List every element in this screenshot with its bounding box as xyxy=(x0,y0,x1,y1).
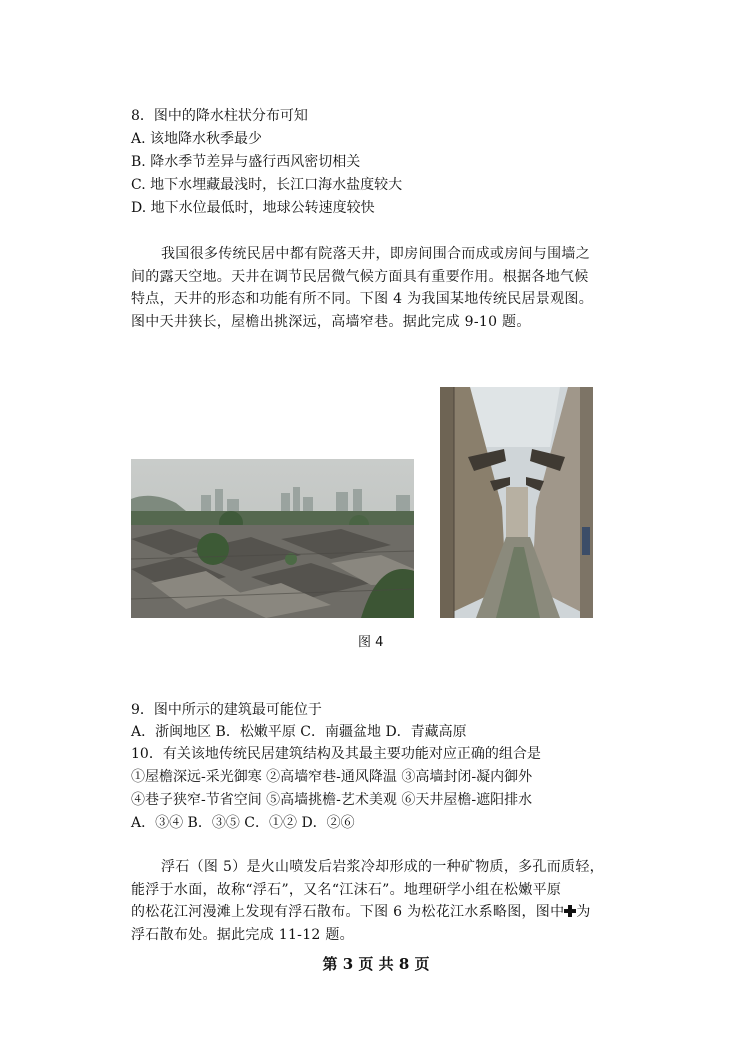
intro-line: 能浮于水面，故称“浮石”，又名“江沫石”。地理研学小组在松嫩平原 xyxy=(131,881,562,898)
q10-options: A．③④ B．③⑤ C．①② D．②⑥ xyxy=(131,815,355,831)
q8-option-a: A. 该地降水秋季最少 xyxy=(131,131,263,147)
rooftop-panorama-photo xyxy=(131,459,414,618)
intro-paragraph-9-10 xyxy=(131,243,621,333)
intro-line: 浮石散布处。据此完成 11-12 题。 xyxy=(131,926,354,943)
q10-stem: 10．有关该地传统民居建筑结构及其最主要功能对应正确的组合是 xyxy=(131,746,541,762)
q8-option-d: D. 地下水位最低时，地球公转速度较快 xyxy=(131,200,375,216)
cross-marker-icon xyxy=(564,905,576,917)
intro-line: 我国很多传统民居中都有院落天井，即房间围合而成或房间与围墙之 xyxy=(161,246,590,262)
q8-stem: 8．图中的降水柱状分布可知 xyxy=(131,108,308,124)
q8-option-c: C. 地下水埋藏最浅时，长江口海水盐度较大 xyxy=(131,177,403,193)
intro-line: 间的露天空地。天井在调节民居微气候方面具有重要作用。根据各地气候 xyxy=(131,268,589,285)
q9-stem: 9．图中所示的建筑最可能位于 xyxy=(131,702,322,718)
intro-paragraph-11-12 xyxy=(131,856,621,946)
narrow-alley-photo xyxy=(440,387,593,618)
q10-statements-row-2: ④巷子狭窄-节省空间 ⑤高墙挑檐-艺术美观 ⑥天井屋檐-遮阳排水 xyxy=(131,792,533,808)
q9-options: A．浙闽地区 B．松嫩平原 C．南疆盆地 D．青藏高原 xyxy=(131,724,467,740)
q8-option-b: B. 降水季节差异与盛行西风密切相关 xyxy=(131,154,361,170)
q10-statements-row-1: ①屋檐深远-采光御寒 ②高墙窄巷-通风降温 ③高墙封闭-凝内御外 xyxy=(131,769,533,785)
intro-line: 特点，天井的形态和功能有所不同。下图 4 为我国某地传统民居景观图。 xyxy=(131,291,594,307)
figure-caption: 图 4 xyxy=(358,635,384,650)
intro-line: 浮石（图 5）是火山喷发后岩浆冷却形成的一种矿物质，多孔而质轻， xyxy=(161,859,604,875)
intro-line-part: 为 xyxy=(576,904,591,920)
intro-line-part: 的松花江河漫滩上发现有浮石散布。下图 6 为松花江水系略图，图中 xyxy=(131,904,565,920)
intro-line: 图中天井狭长，屋檐出挑深远，高墙窄巷。据此完成 9-10 题。 xyxy=(131,313,531,330)
page-number-footer: 第 3 页 共 8 页 xyxy=(322,955,430,973)
intro-line xyxy=(131,901,621,924)
